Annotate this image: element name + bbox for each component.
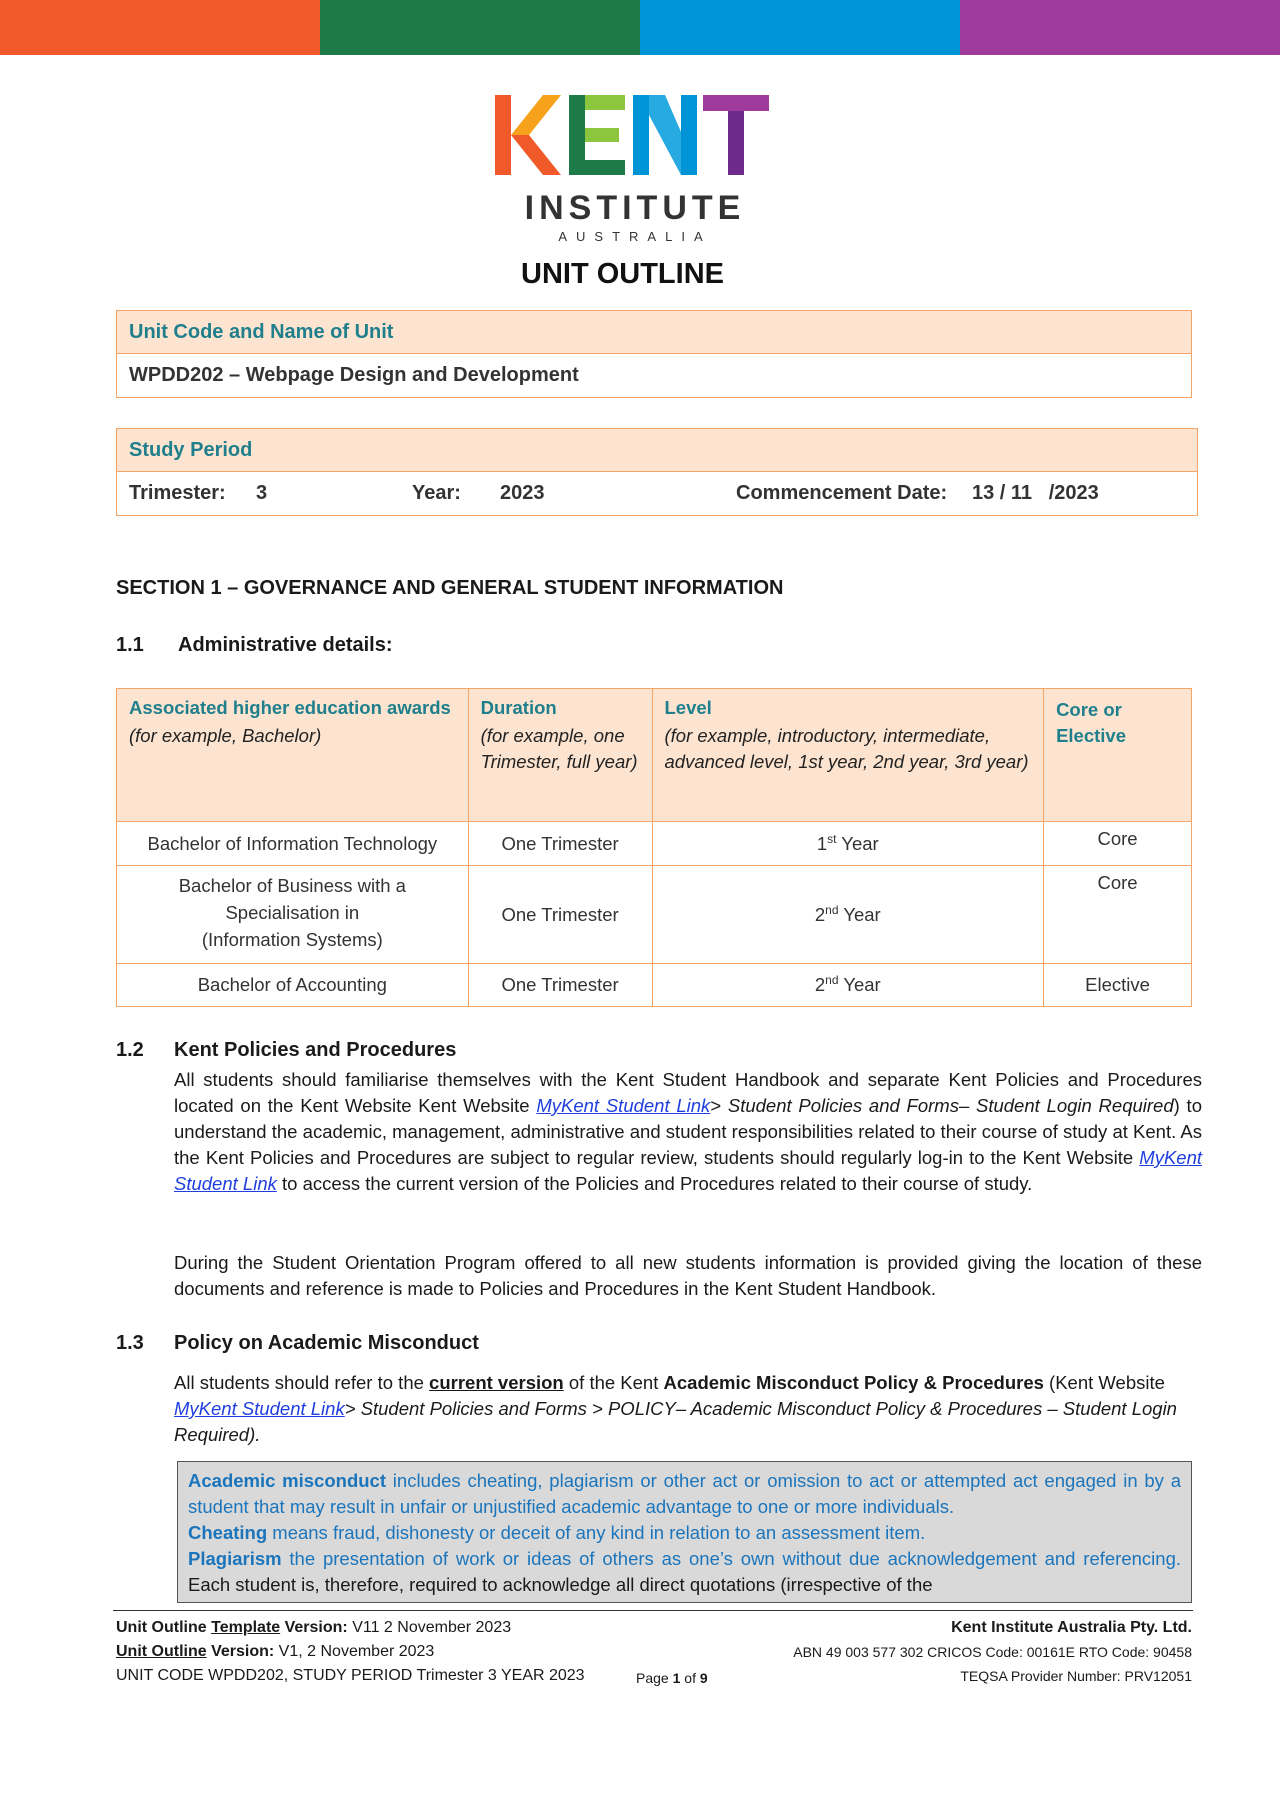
text: (Kent Website bbox=[1043, 1372, 1165, 1393]
kent-logo bbox=[495, 95, 780, 245]
text: 9 bbox=[699, 1670, 708, 1686]
page-title: UNIT OUTLINE bbox=[521, 258, 724, 290]
level-suffix: st bbox=[827, 831, 837, 846]
text: current version bbox=[429, 1372, 564, 1393]
footer-unit-code: UNIT CODE WPDD202, STUDY PERIOD Trimester 3 YEAR 2023 bbox=[116, 1667, 585, 1684]
text: Page bbox=[636, 1670, 673, 1686]
table-row bbox=[117, 866, 1192, 964]
trimester-label: Trimester: bbox=[129, 482, 226, 504]
award-line: Specialisation in bbox=[225, 902, 360, 923]
header-title: Core or Elective bbox=[1056, 699, 1126, 746]
policies-paragraph bbox=[174, 1067, 1202, 1197]
text: Unit Outline bbox=[116, 1643, 207, 1660]
commencement-value: 13 / 11 /2023 bbox=[972, 482, 1099, 504]
footer-teqsa: TEQSA Provider Number: PRV12051 bbox=[960, 1668, 1192, 1684]
text: Version: bbox=[280, 1619, 348, 1636]
misconduct-definitions-box bbox=[177, 1461, 1192, 1603]
text: Unit Outline bbox=[116, 1619, 212, 1636]
award-line: Bachelor of Business with a bbox=[178, 875, 406, 896]
term: Academic misconduct bbox=[188, 1470, 387, 1491]
subsection-number: 1.3 bbox=[116, 1332, 144, 1354]
subsection-number: 1.1 bbox=[116, 634, 144, 656]
definition: includes cheating, plagiarism or other act or omission to act or attempted act engaged in by a student that may result in unfair or unjustified academic advantage to one or more individuals. bbox=[188, 1470, 1181, 1517]
year-value: 2023 bbox=[500, 482, 545, 504]
subsection-number: 1.2 bbox=[116, 1039, 144, 1061]
text: ) to understand the academic, management, administrative and student responsibilities related to their course of study at Kent. As the Kent Policies and Procedures are subject to regular review, students should regularly log-in to the Kent Website bbox=[174, 1095, 1202, 1168]
color-bar-purple bbox=[960, 0, 1280, 55]
unit-code-value: WPDD202 – Webpage Design and Development bbox=[129, 364, 579, 386]
award-cell: Bachelor of Information Technology bbox=[117, 822, 469, 866]
level-word: Year bbox=[838, 904, 881, 926]
award-cell: Bachelor of Accounting bbox=[117, 964, 469, 1007]
level-suffix: nd bbox=[825, 902, 839, 917]
text: 1 bbox=[672, 1670, 681, 1686]
color-bar-green bbox=[320, 0, 640, 55]
text: V1, 2 November 2023 bbox=[274, 1643, 435, 1660]
level-cell bbox=[652, 822, 1044, 866]
text: of the Kent bbox=[563, 1372, 664, 1393]
footer-divider bbox=[113, 1610, 1193, 1611]
header-subtitle: (for example, Bachelor) bbox=[129, 725, 322, 746]
text: > Student Policies and Forms > POLICY– bbox=[344, 1398, 691, 1419]
text: Student Policies and Forms– bbox=[727, 1095, 976, 1116]
type-cell: Core bbox=[1044, 822, 1192, 866]
color-bar-blue bbox=[640, 0, 960, 55]
level-word: Year bbox=[838, 974, 881, 996]
unit-code-header: Unit Code and Name of Unit bbox=[117, 311, 1191, 354]
kent-logo-graphic bbox=[495, 95, 780, 245]
header-cell bbox=[468, 689, 652, 822]
header-cell bbox=[652, 689, 1044, 822]
trimester-value: 3 bbox=[256, 482, 268, 504]
subsection-1-2 bbox=[116, 1039, 456, 1062]
study-period-box bbox=[116, 428, 1198, 516]
text: to access the current version of the Policies and Procedures related to their course of study. bbox=[276, 1173, 1033, 1194]
footer-page-number bbox=[636, 1666, 708, 1690]
mykent-link[interactable]: MyKent Student Link bbox=[174, 1398, 345, 1419]
duration-cell: One Trimester bbox=[468, 822, 652, 866]
subsection-1-3 bbox=[116, 1332, 479, 1355]
footer-template-version bbox=[116, 1616, 585, 1640]
year-label: Year: bbox=[412, 482, 461, 504]
duration-cell: One Trimester bbox=[468, 964, 652, 1007]
color-bar-orange bbox=[0, 0, 320, 55]
footer-right bbox=[793, 1616, 1192, 1688]
definition: means fraud, dishonesty or deceit of any kind in relation to an assessment item. bbox=[267, 1522, 926, 1543]
header-cell bbox=[117, 689, 469, 822]
definition-plagiarism bbox=[188, 1546, 1181, 1598]
text: All students should familiarise themselves with the Kent Student Handbook and separate Kent Policies and Procedures located on the Kent Website Kent Website bbox=[174, 1069, 1202, 1116]
header-title: Level bbox=[664, 697, 712, 718]
level-number: 2 bbox=[814, 974, 826, 996]
header-subtitle: (for example, one Trimester, full year) bbox=[480, 725, 638, 772]
header-cell bbox=[1044, 689, 1192, 822]
table-header-row bbox=[117, 689, 1192, 822]
definition: Each student is, therefore, required to acknowledge all direct quotations (irrespective of the bbox=[188, 1574, 933, 1595]
admin-details-table bbox=[116, 688, 1192, 1007]
text: Version: bbox=[206, 1643, 275, 1660]
footer-abn: ABN 49 003 577 302 CRICOS Code: 00161E RTO Code: 90458 bbox=[793, 1644, 1192, 1660]
text: Academic Misconduct Policy & Procedures bbox=[663, 1372, 1044, 1393]
definition: the presentation of work or ideas of others as one’s own without due acknowledgement and referencing. bbox=[281, 1548, 1181, 1569]
text: Template bbox=[211, 1619, 281, 1636]
commencement-label: Commencement Date: bbox=[736, 482, 948, 504]
footer-left bbox=[116, 1616, 585, 1688]
footer-outline-version bbox=[116, 1640, 585, 1664]
text: > bbox=[710, 1095, 728, 1116]
text: All students should refer to the bbox=[174, 1372, 430, 1393]
table-row bbox=[117, 964, 1192, 1007]
subsection-title: Administrative details: bbox=[178, 634, 393, 656]
mykent-link[interactable]: MyKent Student Link bbox=[536, 1095, 711, 1116]
study-period-row bbox=[117, 472, 1197, 515]
subsection-title: Kent Policies and Procedures bbox=[174, 1039, 457, 1061]
text: V11 2 November 2023 bbox=[347, 1619, 512, 1636]
level-word: Year bbox=[836, 833, 879, 855]
type-cell: Core bbox=[1044, 866, 1192, 964]
section-1-title: SECTION 1 – GOVERNANCE AND GENERAL STUDENT INFORMATION bbox=[116, 577, 784, 599]
type-cell: Elective bbox=[1044, 964, 1192, 1007]
text: of bbox=[680, 1670, 700, 1686]
orientation-paragraph: During the Student Orientation Program offered to all new students information is provided giving the location of these documents and reference is made to Policies and Procedures in the Kent Student Handbook. bbox=[174, 1252, 1202, 1299]
header-title: Associated higher education awards bbox=[129, 697, 451, 718]
definition-academic-misconduct bbox=[188, 1468, 1181, 1520]
unit-code-box bbox=[116, 310, 1192, 398]
level-number: 2 bbox=[814, 904, 826, 926]
text: Academic Misconduct Policy & Procedures – Student Login Required). bbox=[174, 1398, 1177, 1445]
mykent-link[interactable]: MyKent Student Link bbox=[174, 1147, 1202, 1194]
study-period-header: Study Period bbox=[117, 429, 1197, 472]
misconduct-paragraph bbox=[174, 1370, 1202, 1448]
award-cell bbox=[117, 866, 469, 964]
header-title: Duration bbox=[480, 697, 557, 718]
level-cell bbox=[652, 866, 1044, 964]
header-subtitle: (for example, introductory, intermediate, advanced level, 1st year, 2nd year, 3rd year) bbox=[664, 725, 1029, 772]
text: Student Login Required bbox=[976, 1095, 1174, 1116]
term: Cheating bbox=[188, 1522, 268, 1543]
level-number: 1 bbox=[816, 833, 828, 855]
table-row bbox=[117, 822, 1192, 866]
subsection-title: Policy on Academic Misconduct bbox=[174, 1332, 479, 1354]
award-line: (Information Systems) bbox=[201, 929, 383, 950]
level-cell bbox=[652, 964, 1044, 1007]
logo-country-text: AUSTRALIA bbox=[558, 229, 712, 244]
subsection-1-1 bbox=[116, 634, 393, 657]
logo-institute-text: INSTITUTE bbox=[524, 189, 746, 227]
term: Plagiarism bbox=[188, 1548, 282, 1569]
level-suffix: nd bbox=[825, 973, 839, 988]
footer-company: Kent Institute Australia Pty. Ltd. bbox=[951, 1619, 1192, 1636]
definition-cheating bbox=[188, 1520, 1181, 1546]
color-bar bbox=[0, 0, 1280, 55]
duration-cell: One Trimester bbox=[468, 866, 652, 964]
